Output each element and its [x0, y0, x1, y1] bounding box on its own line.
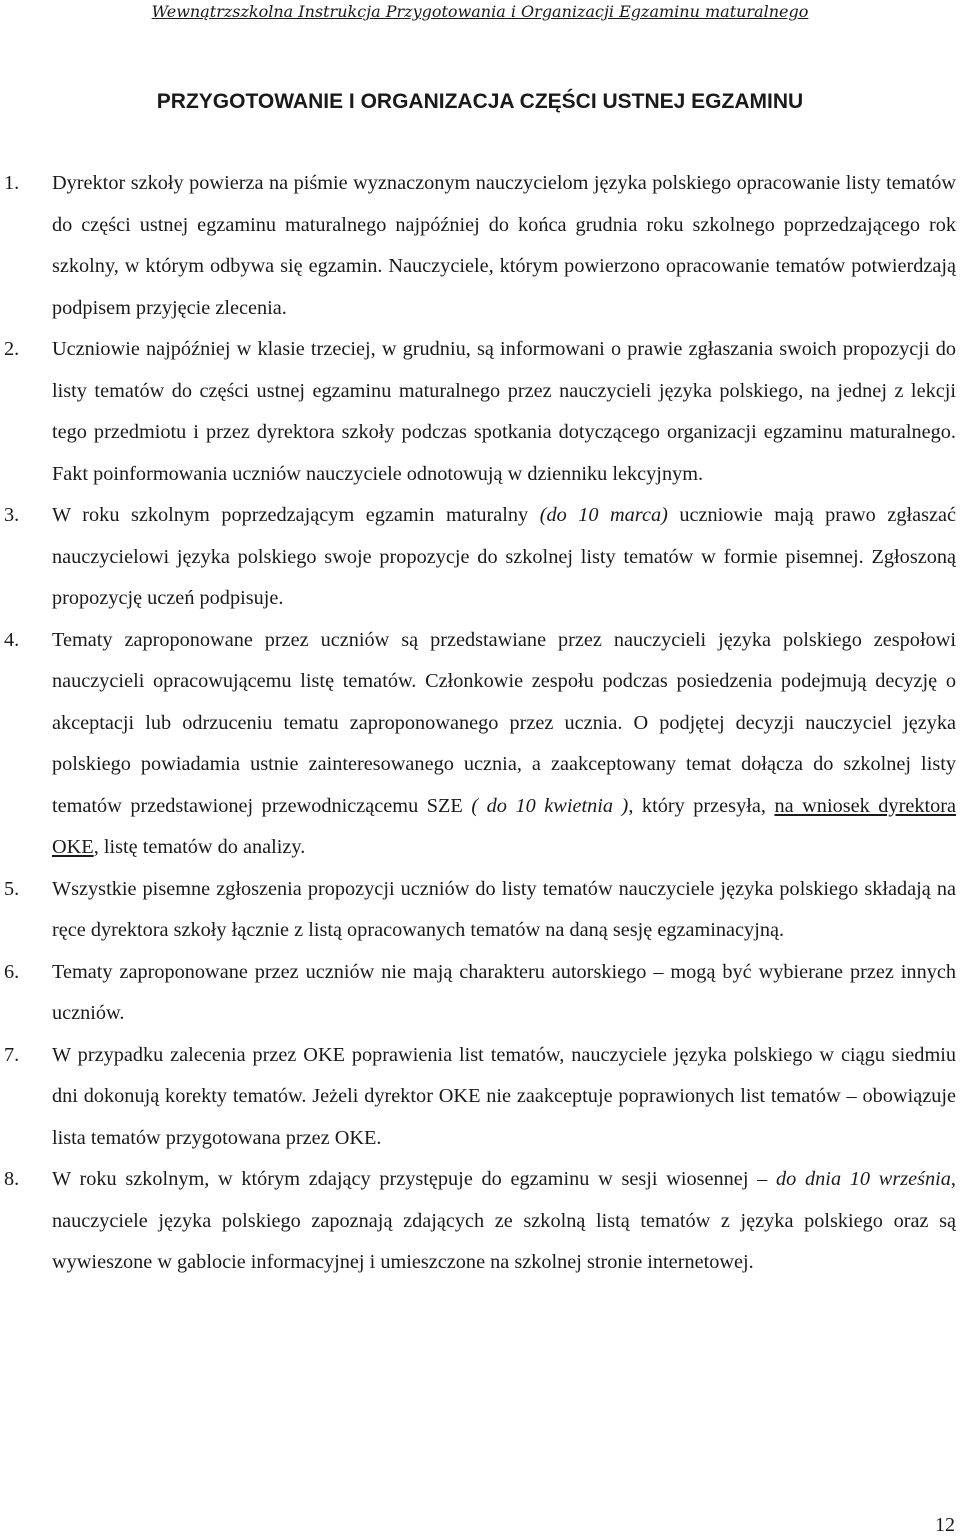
item-text: W przypadku zalecenia przez OKE poprawienia list tematów, nauczyciele języka polskiego w ciągu siedmiu dni dokonują korekty tematów. Jeżeli dyrektor OKE nie zaakceptuje poprawionych list tematów – obowiązuje lista tematów przygotowana przez OKE.	[52, 1043, 956, 1149]
item-text: Tematy zaproponowane przez uczniów nie mają charakteru autorskiego – mogą być wybierane przez innych uczniów.	[52, 960, 956, 1024]
item-number: 1.	[4, 172, 20, 194]
item-text: uczniowie mają prawo zgłaszać nauczycielowi języka polskiego swoje propozycje do szkolnej listy tematów w formie pisemnej. Zgłoszoną propozycję uczeń podpisuje.	[52, 504, 957, 609]
item-text: , który przesyła,	[628, 794, 775, 817]
item-text: , listę tematów do analizy.	[93, 836, 306, 858]
item-text: W roku szkolnym, w którym zdający przystępuje do egzaminu w sesji wiosennej	[52, 1168, 758, 1190]
item-text: Tematy zaproponowane przez uczniów są przedstawiane przez nauczycieli języka polskiego zespołowi nauczycieli opracowującemu listę tematów. Członkowie zespołu podczas posiedzenia podejmują decyzję o akceptacji lub odrzuceniu tematu zaproponowanego przez ucznia. O podjętej decyzji nauczyciel języka polskiego powiadamia ustnie zainteresowanego ucznia, a zaakceptowany temat dołącza do szkolnej listy tematów przedstawionej przewodniczącemu SZE	[52, 628, 956, 817]
item-number: 7.	[4, 1043, 20, 1066]
list-item-2	[0, 329, 956, 495]
section-title: PRZYGOTOWANIE I ORGANIZACJA CZĘŚCI USTNEJ EGZAMINU	[156, 90, 804, 113]
underlined-text: na wniosek dyrektora OKE	[52, 794, 957, 858]
item-number: 4.	[4, 628, 20, 651]
list-item-4	[0, 620, 956, 869]
item-text: Dyrektor szkoły powierza na piśmie wyznaczonym nauczycielom języka polskiego opracowanie listy tematów do części ustnej egzaminu maturalnego najpóźniej do końca grudnia roku szkolnego poprzedzającego rok szkolny, w którym odbywa się egzamin. Nauczyciele, którym powierzono opracowanie tematów potwierdzają podpisem przyjęcie zlecenia.	[52, 172, 956, 319]
item-text: Uczniowie najpóźniej w klasie trzeciej, w grudniu, są informowani o prawie zgłaszania swoich propozycji do listy tematów do części ustnej egzaminu maturalnego przez nauczycieli języka polskiego, na jednej z lekcji tego przedmiotu i przez dyrektora szkoły podczas spotkania dotyczącego organizacji egzaminu maturalnego. Fakt poinformowania uczniów nauczyciele odnotowują w dzienniku lekcyjnym.	[52, 338, 956, 485]
item-number: 3.	[4, 504, 20, 526]
page-number: 12	[935, 1514, 955, 1536]
item-number: 2.	[4, 338, 20, 360]
list-item-7	[0, 1035, 956, 1160]
item-text: , nauczyciele języka polskiego zapoznają zdających ze szkolną listą tematów z języka polskiego oraz są wywieszone w gablocie informacyjnej i umieszczone na szkolnej stronie internetowej.	[52, 1168, 956, 1273]
item-text: W roku szkolnym poprzedzającym egzamin maturalny	[52, 504, 540, 526]
numbered-list	[0, 163, 956, 1284]
running-header: Wewnątrzszkolna Instrukcja Przygotowania i Organizacji Egzaminu maturalnego	[151, 2, 809, 21]
deadline-italic: ( do 10 kwietnia )	[471, 794, 629, 817]
list-item-3	[0, 495, 956, 620]
item-number: 5.	[4, 877, 20, 900]
item-number: 8.	[4, 1168, 20, 1190]
list-item-8	[0, 1159, 956, 1284]
list-item-6	[0, 952, 956, 1035]
list-item-1	[0, 163, 956, 329]
list-item-5	[0, 869, 956, 952]
item-text: Wszystkie pisemne zgłoszenia propozycji uczniów do listy tematów nauczyciele języka polskiego składają na ręce dyrektora szkoły łącznie z listą opracowanych tematów na daną sesję egzaminacyjną.	[52, 877, 956, 941]
deadline-italic: – do dnia 10 września	[757, 1168, 951, 1190]
item-number: 6.	[4, 960, 20, 983]
deadline-italic: (do 10 marca)	[539, 504, 668, 526]
